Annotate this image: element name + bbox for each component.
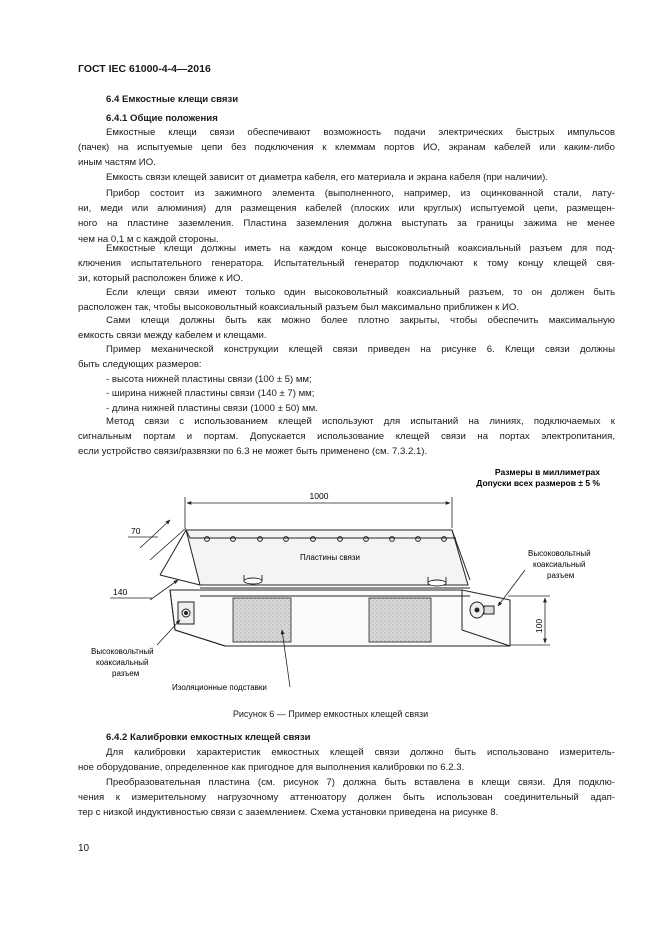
list-item: - длина нижней пластины связи (1000 ± 50) мм.	[106, 403, 318, 414]
label-connector-left: Высоковольтный	[91, 647, 154, 656]
figure-note-tolerance: Допуски всех размеров ± 5 %	[476, 478, 600, 488]
paragraph-3-line-1: Прибор состоит из зажимного элемента (выполненного, например, из оцинкованной стали, лату-	[106, 188, 615, 199]
lower-coupling-plate	[170, 588, 510, 646]
paragraph-8: Метод связи с использованием клещей используют для испытаний на линиях, подключаемых к сигнальным портам и портам. Допускается использование клещей связи на портах электропитания, если устройство связи/развязки по 6.3 не может быть применено (см. 7.3.2.1).	[78, 416, 615, 458]
paragraph-10: Преобразовательная пластина (см. рисунок 7) должна быть вставлена в клещи связи. Для подклю- чения к измерительному нагрузочному аттенюатору должен быть использован соединительный адап- тер с низкой индуктивностью связи с заземлением. Схема установки приведена на рисунке 8.	[78, 777, 615, 819]
label-connector-left: коаксиальный	[96, 658, 149, 667]
insulating-support	[233, 598, 291, 642]
paragraph-2: Емкость связи клещей зависит от диаметра кабеля, его материала и экрана кабеля (при наличии).	[106, 172, 548, 183]
document-header: ГОСТ IEC 61000-4-4—2016	[78, 63, 211, 75]
figure-caption: Рисунок 6 — Пример емкостных клещей связи	[232, 709, 429, 719]
list-item: - высота нижней пластины связи (100 ± 5) мм;	[106, 374, 312, 385]
label-connector-right: разъем	[547, 571, 575, 580]
section-title-6-4-2: 6.4.2 Калибровки емкостных клещей связи	[106, 732, 311, 743]
hv-coaxial-connector-left	[178, 602, 194, 624]
paragraph-5: Если клещи связи имеют только один высоковольтный коаксиальный разъем, то он должен быть расположен так, чтобы высоковольтный коаксиальный разъем был максимально приближен к ИО.	[78, 287, 615, 314]
label-connector-right: коаксиальный	[533, 560, 586, 569]
dimension-label-70: 70	[131, 526, 141, 536]
label-connector-right: Высоковольтный	[528, 549, 591, 558]
section-title-6-4-1: 6.4.1 Общие положения	[106, 113, 218, 124]
paragraph-9: Для калибровки характеристик емкостных клещей связи должно быть использовано измеритель- ное оборудование, определенное как пригодное для выполнения калибровки по 6.2.3.	[78, 747, 615, 774]
dimension-width-top	[128, 520, 186, 560]
dimension-label-140: 140	[113, 587, 128, 597]
dimension-label-1000: 1000	[309, 491, 329, 501]
dimension-height	[508, 596, 550, 645]
dimension-width-bottom	[110, 580, 178, 600]
page-number: 10	[78, 843, 90, 854]
paragraph-3: Прибор состоит из зажимного элемента (выполненного, например, из оцинкованной стали, лату- ни, меди или алюминия) для размещения кабелей (плоских или круглых) испытуемой цепи, размещен- ного на пластине заземления. Пластина заземления должна выступать за границы зажима не менее чем на 0,1 м с каждой стороны.	[78, 188, 615, 245]
paragraph-1: Емкостные клещи связи обеспечивают возможность подачи электрических быстрых импульсов (пачек) на испытуемые цепи без подключения к клеммам портов ИО, экранам кабелей или каким-либо иным частям ИО.	[78, 127, 615, 169]
dimension-label-100: 100	[534, 618, 544, 634]
figure-6-coupling-clamp-drawing	[0, 460, 661, 705]
insulating-support	[369, 598, 431, 642]
label-connector-left: разъем	[112, 669, 140, 678]
dimension-length	[185, 491, 452, 528]
paragraph-7: Пример механической конструкции клещей связи приведен на рисунке 6. Клещи связи должны быть следующих размеров:	[78, 344, 615, 371]
paragraph-4: Емкостные клещи должны иметь на каждом конце высоковольтный коаксиальный разъем для под- ключения испытательного генератора. Испытательный генератор подключают к тому концу клещей свя- зи, который расположен ближе к ИО.	[78, 243, 615, 285]
list-item: - ширина нижней пластины связи (140 ± 7) мм;	[106, 388, 315, 399]
figure-note-units: Размеры в миллиметрах	[494, 467, 600, 477]
label-coupling-plates: Пластины связи	[299, 553, 361, 562]
label-insulating-supports: Изоляционные подставки	[172, 683, 267, 692]
section-title-6-4: 6.4 Емкостные клещи связи	[106, 94, 239, 105]
paragraph-6: Сами клещи должны быть как можно более плотно закрыты, чтобы обеспечить максимальную емкость связи между кабелем и клещами.	[78, 315, 615, 342]
